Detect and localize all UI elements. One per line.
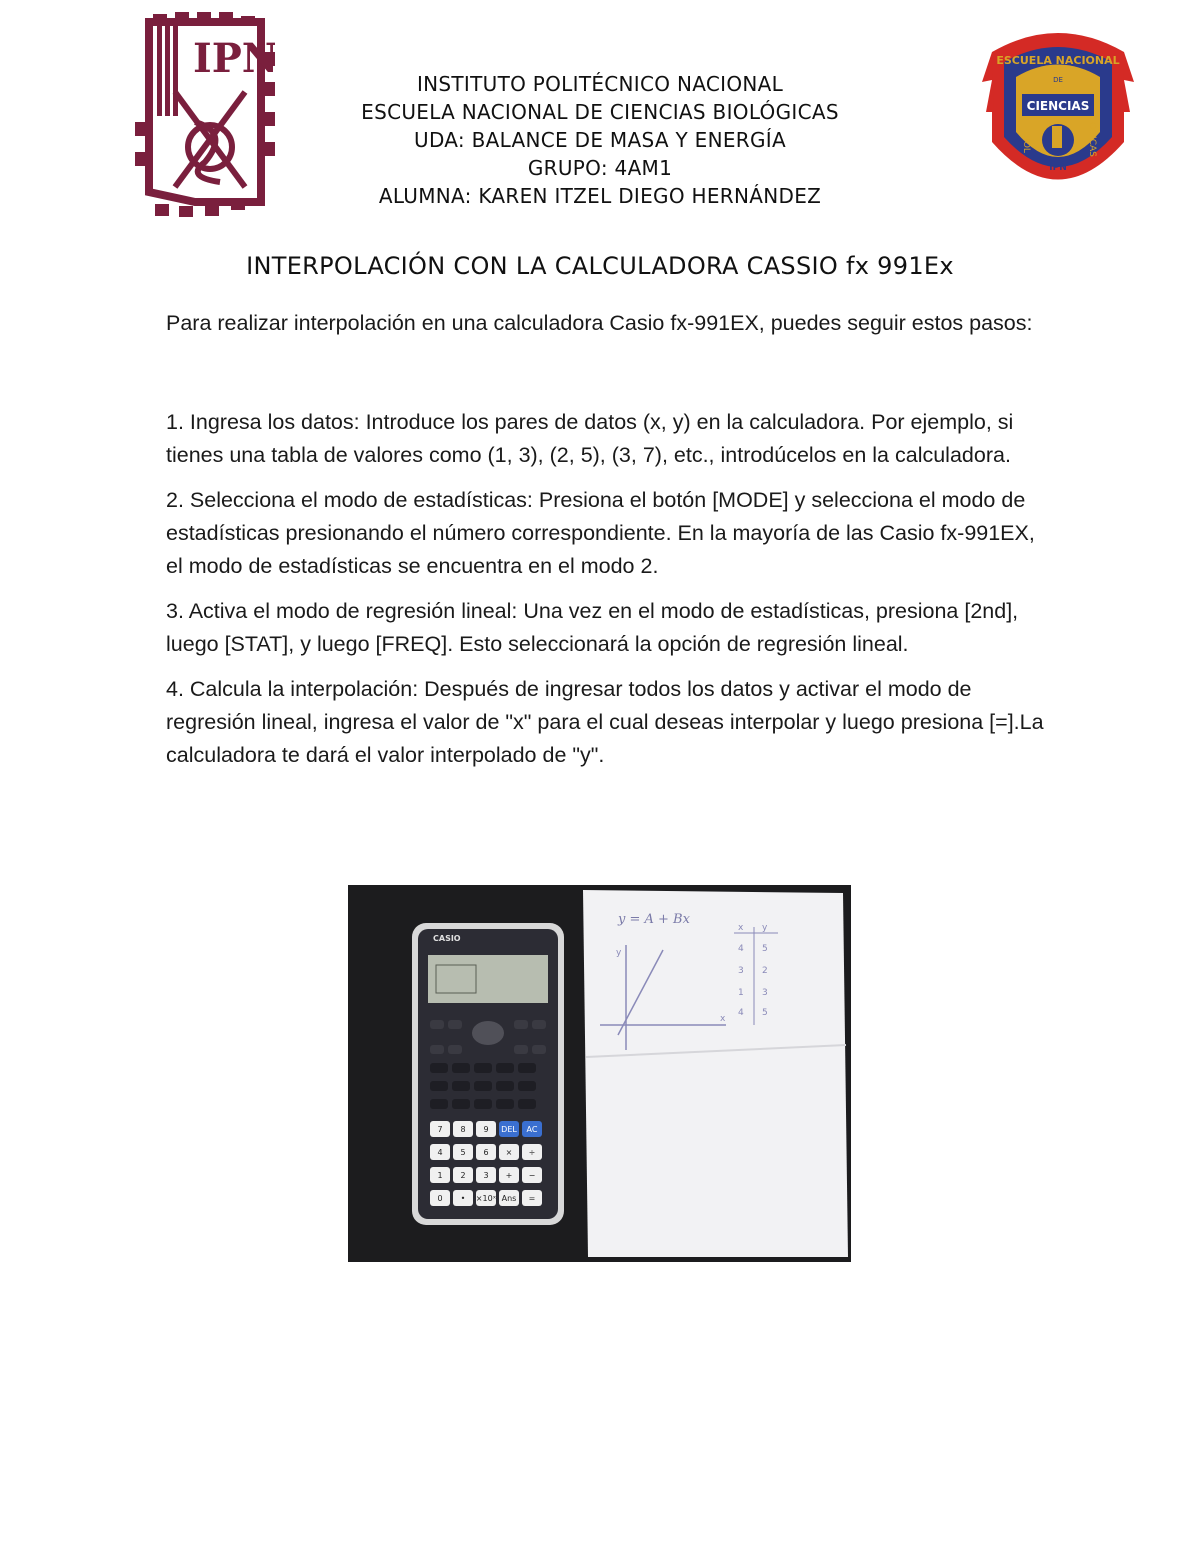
step-1: 1. Ingresa los datos: Introduce los pares de datos (x, y) en la calculadora. Por ejemplo, si tienes una tabla de valores como (1, 3), (2, 5), (3, 7), etc., introdúcelos en la calculadora. bbox=[166, 410, 1014, 467]
svg-text:DE: DE bbox=[1053, 76, 1063, 84]
svg-text:4: 4 bbox=[738, 1008, 744, 1018]
institution-name: INSTITUTO POLITÉCNICO NACIONAL bbox=[416, 72, 784, 96]
calculator-key-label: 6 bbox=[483, 1148, 489, 1157]
calculator-key-label: 1 bbox=[437, 1171, 443, 1180]
calculator-key-label: 9 bbox=[483, 1125, 489, 1134]
document-header bbox=[270, 70, 930, 210]
svg-text:1: 1 bbox=[738, 988, 744, 998]
svg-text:y = A + Bx: y = A + Bx bbox=[618, 912, 690, 927]
svg-text:BIOL: BIOL bbox=[1021, 132, 1031, 153]
calculator-key-label: 2 bbox=[460, 1171, 466, 1180]
calculator-key-label: = bbox=[528, 1194, 536, 1203]
svg-text:3: 3 bbox=[762, 988, 768, 998]
calculator-key-label: ×10ˣ bbox=[475, 1194, 497, 1203]
calculator-key-label: ÷ bbox=[528, 1148, 536, 1157]
calculator-photo bbox=[348, 885, 851, 1262]
svg-text:3: 3 bbox=[738, 966, 744, 976]
calculator-key-label: 7 bbox=[437, 1125, 443, 1134]
svg-text:5: 5 bbox=[762, 1008, 768, 1018]
svg-text:CASIO: CASIO bbox=[433, 934, 461, 943]
school-name: ESCUELA NACIONAL DE CIENCIAS BIOLÓGICAS bbox=[361, 100, 839, 124]
calculator-key-label: AC bbox=[526, 1125, 538, 1134]
svg-text:ESCUELA NACIONAL: ESCUELA NACIONAL bbox=[996, 54, 1120, 67]
step-2: 2. Selecciona el modo de estadísticas: Presiona el botón [MODE] y selecciona el modo de estadísticas presionando el número correspondiente. En la mayoría de las Casio fx-991EX, el modo de estadísticas se encuentra en el modo 2. bbox=[166, 488, 1035, 578]
calculator-key-label: Ans bbox=[501, 1194, 517, 1203]
svg-text:y: y bbox=[616, 948, 622, 958]
calculator-key-label: × bbox=[505, 1148, 513, 1157]
calculator-key-label: − bbox=[528, 1171, 536, 1180]
calculator-key-label: • bbox=[460, 1194, 466, 1203]
calculator-key-label: 0 bbox=[437, 1194, 443, 1203]
calculator-key-label: DEL bbox=[501, 1125, 517, 1134]
student-name: ALUMNA: KAREN ITZEL DIEGO HERNÁNDEZ bbox=[378, 184, 822, 208]
svg-text:CIENCIAS: CIENCIAS bbox=[1026, 99, 1090, 113]
svg-text:5: 5 bbox=[762, 944, 768, 954]
calculator-key-label: 8 bbox=[460, 1125, 466, 1134]
ipn-logo bbox=[135, 12, 275, 217]
calculator-key-label: 5 bbox=[460, 1148, 466, 1157]
svg-text:2: 2 bbox=[762, 966, 768, 976]
svg-text:OGICAS: OGICAS bbox=[1087, 122, 1097, 157]
svg-text:IPN: IPN bbox=[1049, 163, 1067, 173]
group-name: GRUPO: 4AM1 bbox=[527, 156, 673, 180]
intro-paragraph: Para realizar interpolación en una calculadora Casio fx-991EX, puedes seguir estos pasos: bbox=[166, 311, 1033, 335]
svg-text:4: 4 bbox=[738, 944, 744, 954]
svg-text:x: x bbox=[720, 1014, 726, 1024]
step-4: 4. Calcula la interpolación: Después de ingresar todos los datos y activar el modo de regresión lineal, ingresa el valor de "x" para el cual deseas interpolar y luego presiona [=].La calculadora te dará el valor interpolado de "y". bbox=[166, 677, 1044, 767]
calculator-key-label: 4 bbox=[437, 1148, 443, 1157]
calculator-key-label: + bbox=[505, 1171, 513, 1180]
document-body bbox=[166, 307, 1046, 784]
svg-text:x: x bbox=[738, 923, 744, 933]
encb-logo bbox=[982, 22, 1134, 207]
svg-text:y: y bbox=[762, 923, 768, 933]
course-name: UDA: BALANCE DE MASA Y ENERGÍA bbox=[414, 128, 786, 152]
calculator-key-label: 3 bbox=[483, 1171, 489, 1180]
svg-text:IPN: IPN bbox=[193, 35, 275, 82]
step-3: 3. Activa el modo de regresión lineal: Una vez en el modo de estadísticas, presiona [2nd], luego [STAT], y luego [FREQ]. Esto seleccionará la opción de regresión lineal. bbox=[166, 599, 1019, 656]
document-title: INTERPOLACIÓN CON LA CALCULADORA CASSIO fx 991Ex bbox=[246, 252, 954, 280]
